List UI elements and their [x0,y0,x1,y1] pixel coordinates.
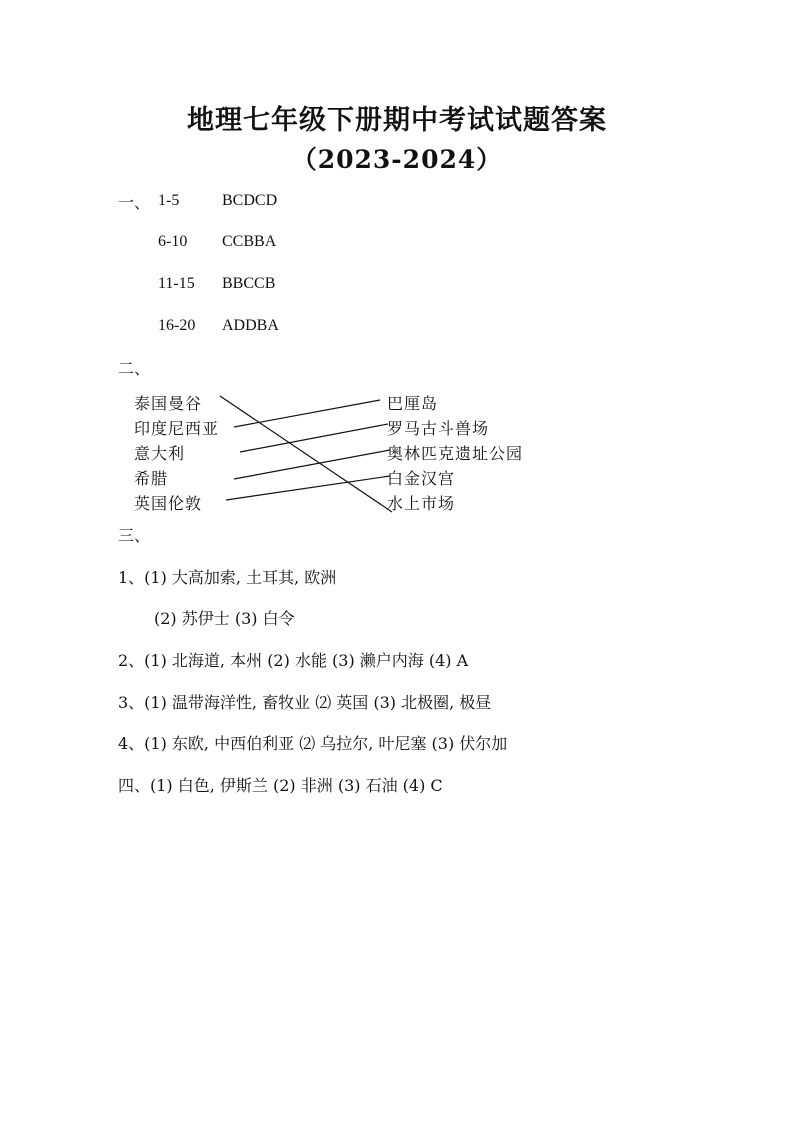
section1-label: 一、 [118,193,151,212]
match-left-item: 英国伦敦 [134,494,203,513]
answer-range: 6-10 [158,233,188,250]
match-right-item: 水上市场 [387,494,456,513]
section4-line: 四、(1) 白色, 伊斯兰 (2) 非洲 (3) 石油 (4) C [118,776,443,795]
answer-range: 1-5 [158,192,180,209]
answer-letters: BBCCB [222,275,276,292]
answer-line: 3、(1) 温带海洋性, 畜牧业 ⑵ 英国 (3) 北极圈, 极昼 [118,693,492,712]
match-right-item: 白金汉宫 [387,469,456,488]
section3-label: 三、 [118,526,151,545]
answer-range: 16-20 [158,317,196,334]
answer-letters: BCDCD [222,192,278,209]
page-title: 地理七年级下册期中考试试题答案 [187,105,607,136]
match-left-item: 泰国曼谷 [134,394,203,413]
match-right-item: 奥林匹克遗址公园 [387,444,524,463]
match-right-item: 罗马古斗兽场 [387,419,490,438]
answer-line: 2、(1) 北海道, 本州 (2) 水能 (3) 濑户内海 (4) A [118,651,469,670]
answer-letters: ADDBA [222,317,279,334]
match-line [234,400,380,427]
match-line [240,424,388,452]
answer-letters: CCBBA [222,233,277,250]
answer-line: 4、(1) 东欧, 中西伯利亚 ⑵ 乌拉尔, 叶尼塞 (3) 伏尔加 [118,734,508,753]
match-left-item: 意大利 [134,444,186,463]
match-right-item: 巴厘岛 [387,394,439,413]
match-line [234,450,390,479]
answer-line: 1、(1) 大高加索, 土耳其, 欧洲 [118,568,337,587]
page-subtitle: （2023-2024） [291,145,503,174]
match-left-item: 希腊 [134,469,169,488]
answer-range: 11-15 [158,275,195,292]
answer-line: (2) 苏伊士 (3) 白令 [154,609,295,628]
match-line [226,476,390,500]
match-left-item: 印度尼西亚 [134,419,220,438]
section2-label: 二、 [118,359,151,378]
